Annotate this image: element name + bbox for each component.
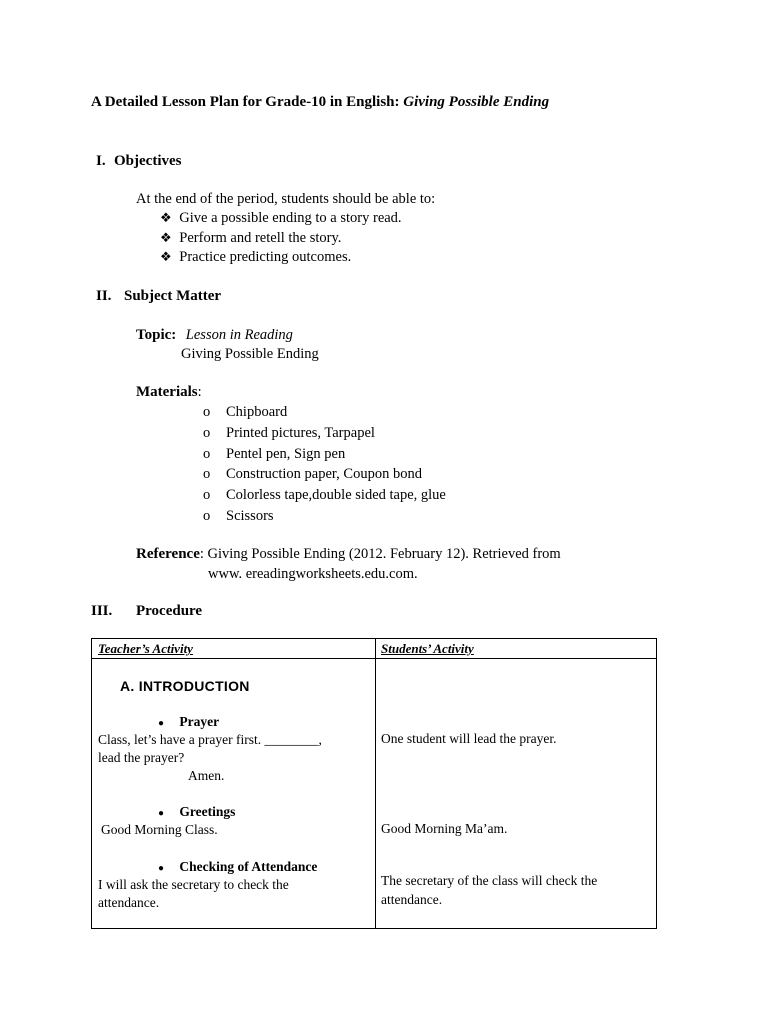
objectives-intro: At the end of the period, students should be able to: bbox=[136, 191, 436, 207]
topic-line bbox=[136, 327, 293, 344]
prayer-teacher-line1: Class, let’s have a prayer first. ________, bbox=[98, 732, 322, 747]
prayer-teacher-line2: lead the prayer? bbox=[98, 750, 185, 765]
introduction-heading: A. INTRODUCTION bbox=[120, 678, 250, 694]
topic-label: Topic: bbox=[136, 327, 177, 343]
header-divider bbox=[92, 658, 656, 659]
material-item: o Scissors bbox=[203, 508, 274, 524]
section-heading-procedure: Procedure bbox=[136, 603, 203, 619]
bullet-dot-icon: ● bbox=[158, 863, 165, 874]
section-number-procedure: III. bbox=[91, 603, 113, 619]
greetings-heading: ● Greetings bbox=[158, 804, 236, 819]
circle-bullet: o bbox=[203, 487, 211, 503]
material-item: o Pentel pen, Sign pen bbox=[203, 446, 346, 462]
reference-label: Reference bbox=[136, 546, 200, 562]
materials-heading: Materials: bbox=[136, 384, 202, 400]
greetings-student: Good Morning Ma’am. bbox=[381, 821, 508, 836]
objective-item: ❖ Perform and retell the story. bbox=[160, 230, 342, 246]
material-item: o Construction paper, Coupon bond bbox=[203, 466, 422, 482]
title-main: A Detailed Lesson Plan for Grade-10 in English: bbox=[91, 94, 400, 110]
diamond-bullet-icon: ❖ bbox=[160, 210, 172, 225]
reference-url: www. ereadingworksheets.edu.com. bbox=[208, 566, 418, 582]
prayer-heading: ● Prayer bbox=[158, 714, 220, 729]
circle-bullet: o bbox=[203, 404, 211, 420]
diamond-bullet-icon: ❖ bbox=[160, 230, 172, 245]
circle-bullet: o bbox=[203, 508, 211, 524]
column-header-teacher: Teacher’s Activity bbox=[98, 641, 193, 656]
section-number-objectives: I. bbox=[96, 153, 106, 169]
attendance-teacher-line2: attendance. bbox=[98, 895, 160, 910]
procedure-table bbox=[91, 638, 657, 929]
column-header-students: Students’ Activity bbox=[381, 641, 474, 656]
bullet-dot-icon: ● bbox=[158, 718, 165, 729]
attendance-student-line2: attendance. bbox=[381, 892, 443, 907]
material-item: o Chipboard bbox=[203, 404, 288, 420]
material-item: o Colorless tape,double sided tape, glue bbox=[203, 487, 446, 503]
document-title bbox=[91, 94, 549, 111]
reference-line bbox=[136, 546, 561, 563]
attendance-teacher-line1: I will ask the secretary to check the bbox=[98, 877, 289, 892]
circle-bullet: o bbox=[203, 425, 211, 441]
prayer-teacher-line3: Amen. bbox=[188, 768, 225, 783]
diamond-bullet-icon: ❖ bbox=[160, 249, 172, 264]
objective-item: ❖ Practice predicting outcomes. bbox=[160, 249, 352, 265]
topic-value: Lesson in Reading bbox=[185, 327, 293, 343]
bullet-dot-icon: ● bbox=[158, 808, 165, 819]
attendance-heading: ● Checking of Attendance bbox=[158, 859, 318, 874]
title-italic: Giving Possible Ending bbox=[403, 94, 550, 110]
reference-text: : Giving Possible Ending (2012. February 12). Retrieved from bbox=[199, 546, 561, 562]
section-heading-subject: Subject Matter bbox=[124, 288, 222, 304]
prayer-student: One student will lead the prayer. bbox=[381, 731, 557, 746]
column-divider bbox=[375, 639, 376, 928]
section-heading-objectives: Objectives bbox=[114, 153, 182, 169]
attendance-student-line1: The secretary of the class will check the bbox=[381, 873, 598, 888]
section-number-subject: II. bbox=[96, 288, 112, 304]
topic-subtitle: Giving Possible Ending bbox=[181, 346, 319, 362]
materials-label: Materials bbox=[136, 384, 198, 400]
objective-item: ❖ Give a possible ending to a story read. bbox=[160, 210, 402, 226]
material-item: o Printed pictures, Tarpapel bbox=[203, 425, 375, 441]
circle-bullet: o bbox=[203, 446, 211, 462]
greetings-teacher: Good Morning Class. bbox=[101, 822, 218, 837]
circle-bullet: o bbox=[203, 466, 211, 482]
